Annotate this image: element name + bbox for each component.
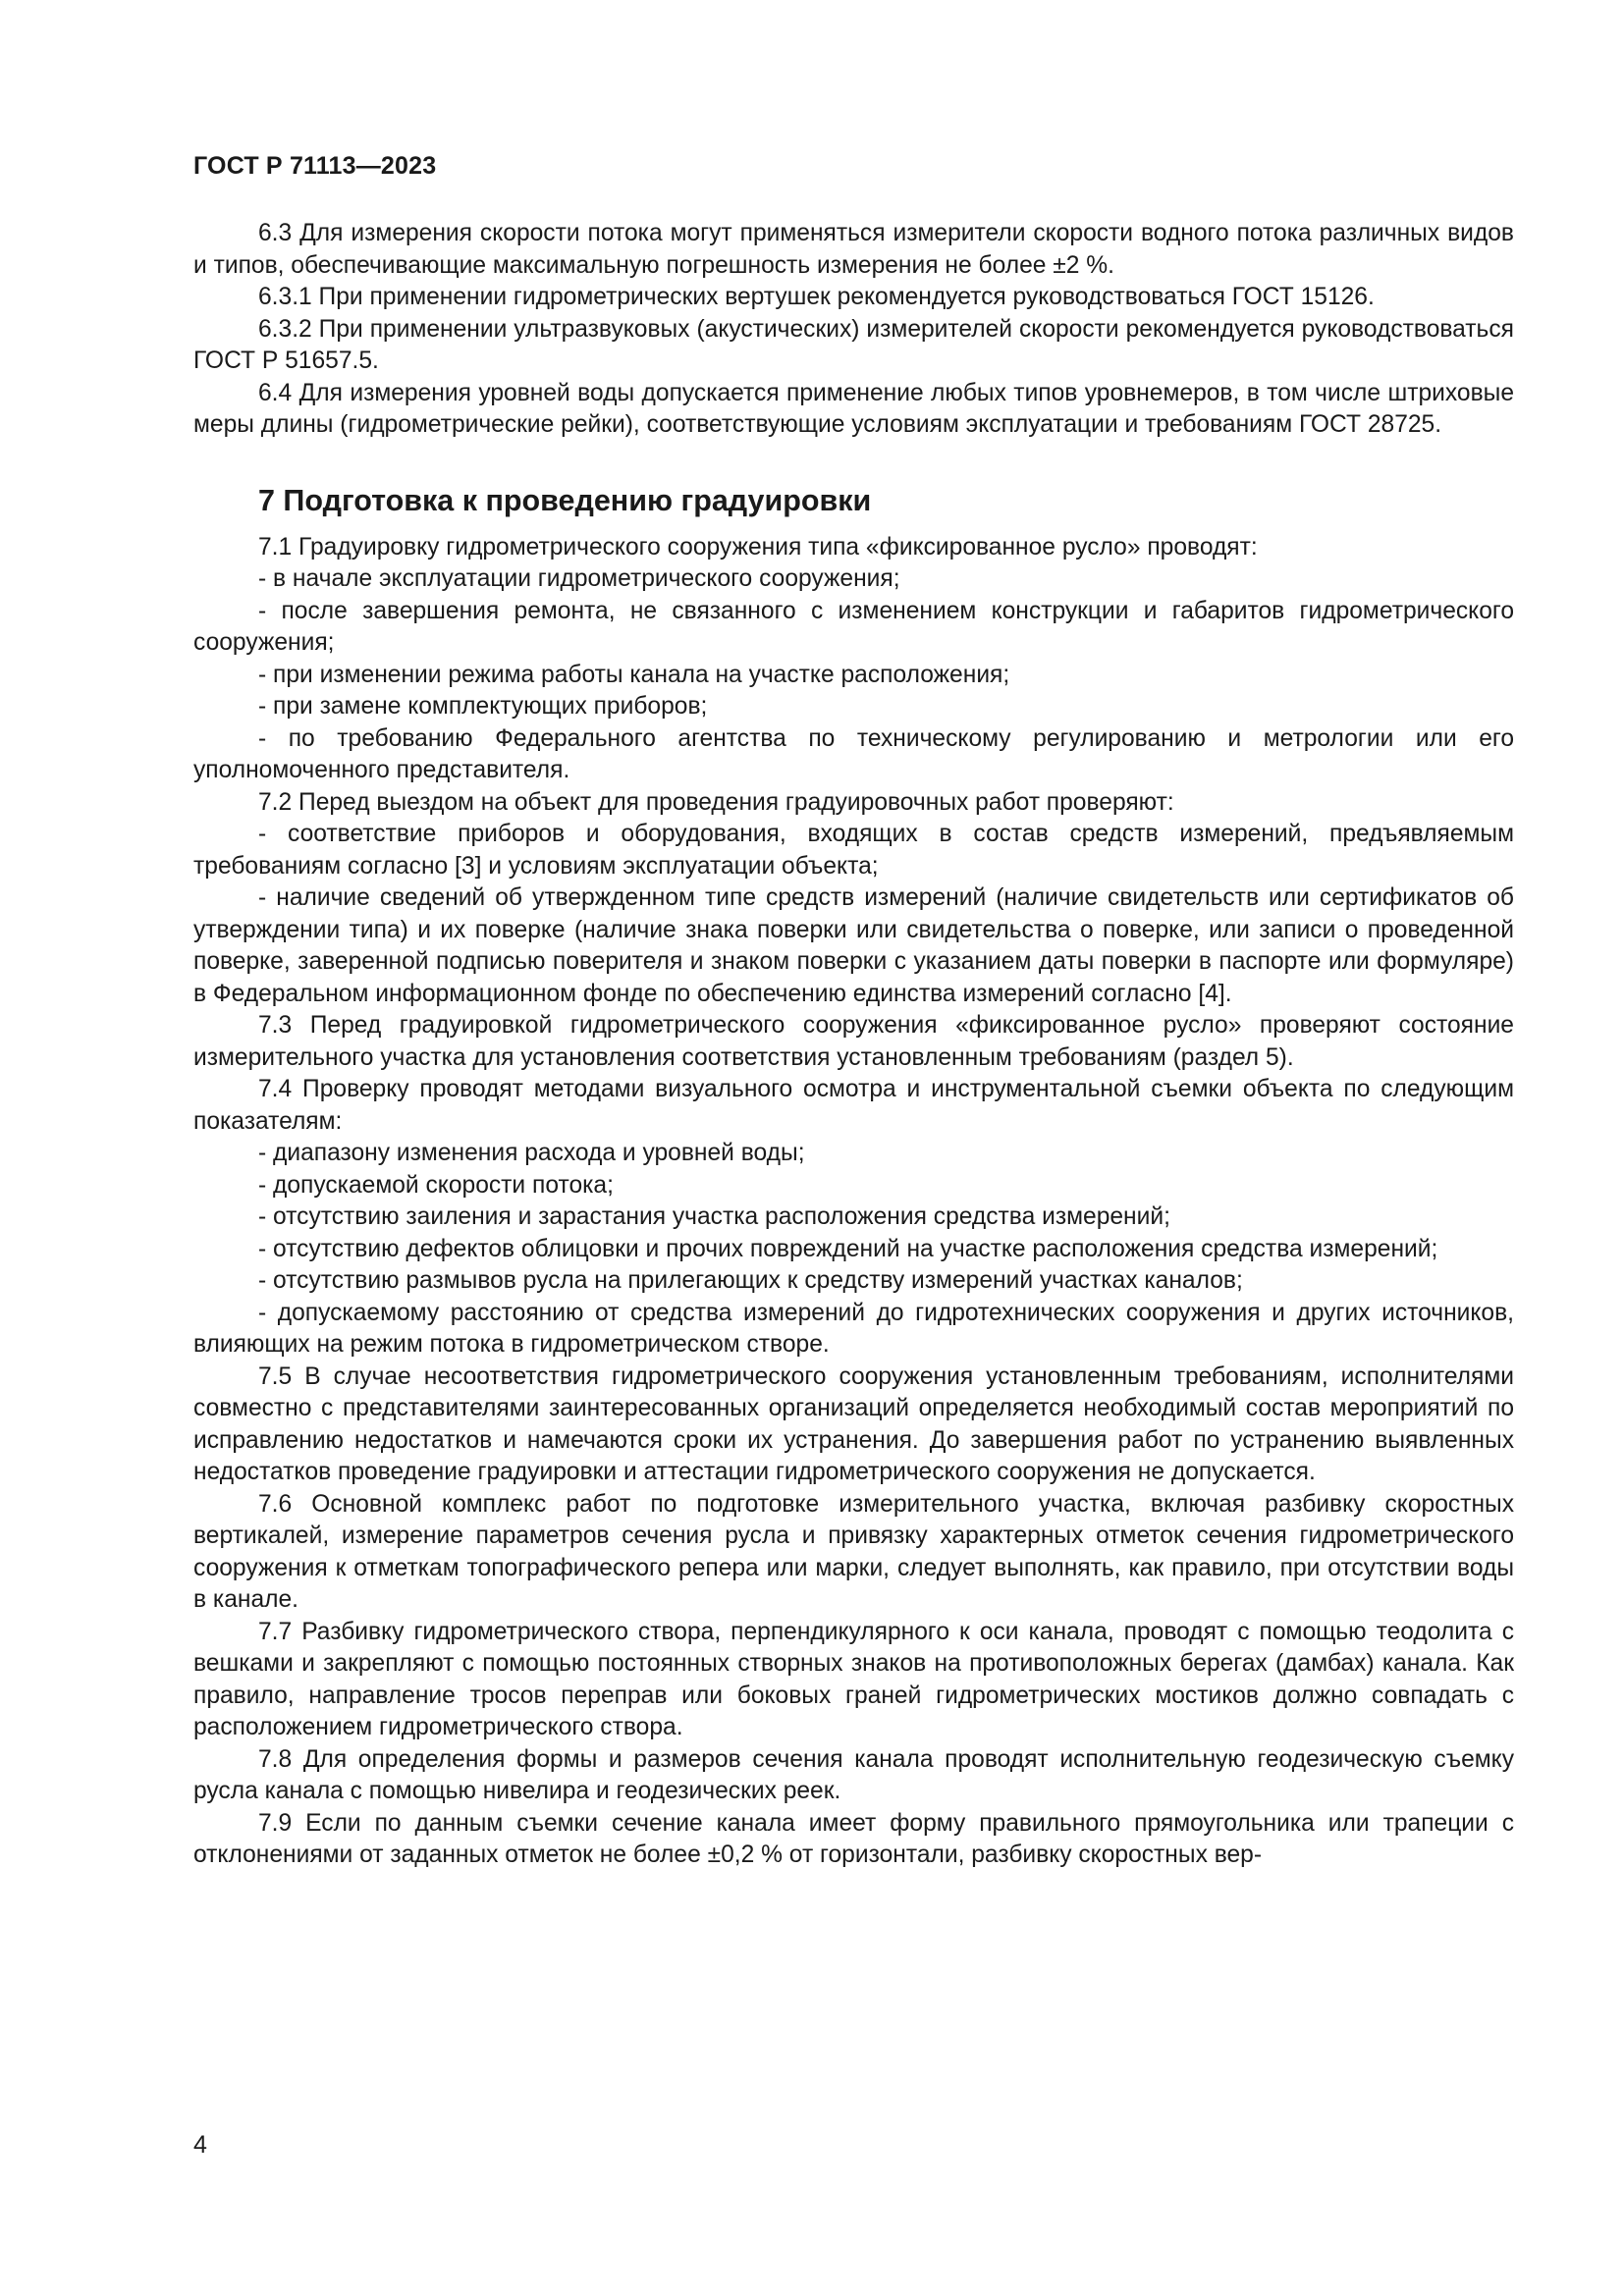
document-header: ГОСТ Р 71113—2023 bbox=[193, 152, 437, 180]
paragraph-7-6: 7.6 Основной комплекс работ по подготовке измерительного участка, включая разбивку скоростных вертикалей, измерение параметров сечения русла и привязку характерных отметок сечения гидрометрического сооружения к отметкам топографического репера или марки, следует выполнять, как правило, при отсутствии воды в канале. bbox=[193, 1490, 1514, 1613]
paragraph-7-3: 7.3 Перед градуировкой гидрометрического сооружения «фиксированное русло» проверяют состояние измерительного участка для установления соответствия установленным требованиям (раздел 5). bbox=[193, 1012, 1514, 1071]
page-number: 4 bbox=[193, 2131, 207, 2159]
list-item: - после завершения ремонта, не связанного с изменением конструкции и габаритов гидрометрического сооружения; bbox=[193, 597, 1514, 656]
section-7-heading: 7 Подготовка к проведению градуировки bbox=[258, 483, 872, 517]
list-item: - отсутствию заиления и зарастания участка расположения средства измерений; bbox=[258, 1203, 1170, 1230]
paragraph-6-3-1: 6.3.1 При применении гидрометрических вертушек рекомендуется руководствоваться ГОСТ 15126. bbox=[258, 284, 1375, 310]
list-item: - допускаемому расстоянию от средства измерений до гидротехнических сооружения и других источников, влияющих на режим потока в гидрометрическом створе. bbox=[193, 1299, 1514, 1358]
paragraph-6-3: 6.3 Для измерения скорости потока могут применяться измерители скорости водного потока различных видов и типов, обеспечивающие максимальную погрешность измерения не более ±2 %. bbox=[193, 220, 1514, 279]
paragraph-7-7: 7.7 Разбивку гидрометрического створа, перпендикулярного к оси канала, проводят с помощью теодолита с вешками и закрепляют с помощью постоянных створных знаков на противоположных берегах (дамбах) канала. Как правило, направление тросов переправ или боковых граней гидрометрических мостиков должно совпадать с расположением гидрометрического створа. bbox=[193, 1618, 1514, 1740]
page-content bbox=[193, 218, 1514, 1872]
list-item: - по требованию Федерального агентства по техническому регулированию и метрологии или его уполномоченного представителя. bbox=[193, 724, 1514, 783]
paragraph-7-4: 7.4 Проверку проводят методами визуального осмотра и инструментальной съемки объекта по следующим показателям: bbox=[193, 1076, 1514, 1135]
paragraph-7-1: 7.1 Градуировку гидрометрического сооружения типа «фиксированное русло» проводят: bbox=[258, 533, 1258, 561]
list-item: - соответствие приборов и оборудования, входящих в состав средств измерений, предъявляемым требованиям согласно [3] и условиям эксплуатации объекта; bbox=[193, 821, 1514, 880]
paragraph-7-5: 7.5 В случае несоответствия гидрометрического сооружения установленным требованиям, исполнителями совместно с представителями заинтересованных организаций определяется необходимый состав мероприятий по исправлению недостатков и намечаются сроки их устранения. До завершения работ по устранению выявленных недостатков проведение градуировки и аттестации гидрометрического сооружения не допускается. bbox=[193, 1362, 1514, 1485]
list-item: - при замене комплектующих приборов; bbox=[258, 693, 708, 720]
paragraph-7-8: 7.8 Для определения формы и размеров сечения канала проводят исполнительную геодезическую съемку русла канала с помощью нивелира и геодезических реек. bbox=[193, 1745, 1514, 1804]
paragraph-6-3-2: 6.3.2 При применении ультразвуковых (акустических) измерителей скорости рекомендуется руководствоваться ГОСТ Р 51657.5. bbox=[193, 315, 1514, 374]
paragraph-7-2: 7.2 Перед выездом на объект для проведения градуировочных работ проверяют: bbox=[258, 788, 1174, 816]
list-item: - отсутствию размывов русла на прилегающих к средству измерений участках каналов; bbox=[258, 1267, 1243, 1294]
list-item: - диапазону изменения расхода и уровней воды; bbox=[258, 1140, 805, 1166]
list-item: - отсутствию дефектов облицовки и прочих повреждений на участке расположения средства измерений; bbox=[258, 1235, 1438, 1262]
paragraph-6-4: 6.4 Для измерения уровней воды допускается применение любых типов уровнемеров, в том числе штриховые меры длины (гидрометрические рейки), соответствующие условиям эксплуатации и требованиям ГОСТ 28725. bbox=[193, 379, 1514, 438]
list-item: - в начале эксплуатации гидрометрического сооружения; bbox=[258, 565, 900, 592]
paragraph-7-9: 7.9 Если по данным съемки сечение канала имеет форму правильного прямоугольника или трапеции с отклонениями от заданных отметок не более ±0,2 % от горизонтали, разбивку скоростных вер- bbox=[193, 1809, 1514, 1868]
list-item: - при изменении режима работы канала на участке расположения; bbox=[258, 661, 1010, 688]
list-item: - наличие сведений об утвержденном типе средств измерений (наличие свидетельств или сертификатов об утверждении типа) и их поверке (наличие знака поверки или свидетельства о поверке, или записи о проведенной поверке, заверенной подписью поверителя и знаком поверки с указанием даты поверки в паспорте или формуляре) в Федеральном информационном фонде по обеспечению единства измерений согласно [4]. bbox=[193, 884, 1514, 1007]
list-item: - допускаемой скорости потока; bbox=[258, 1171, 614, 1199]
